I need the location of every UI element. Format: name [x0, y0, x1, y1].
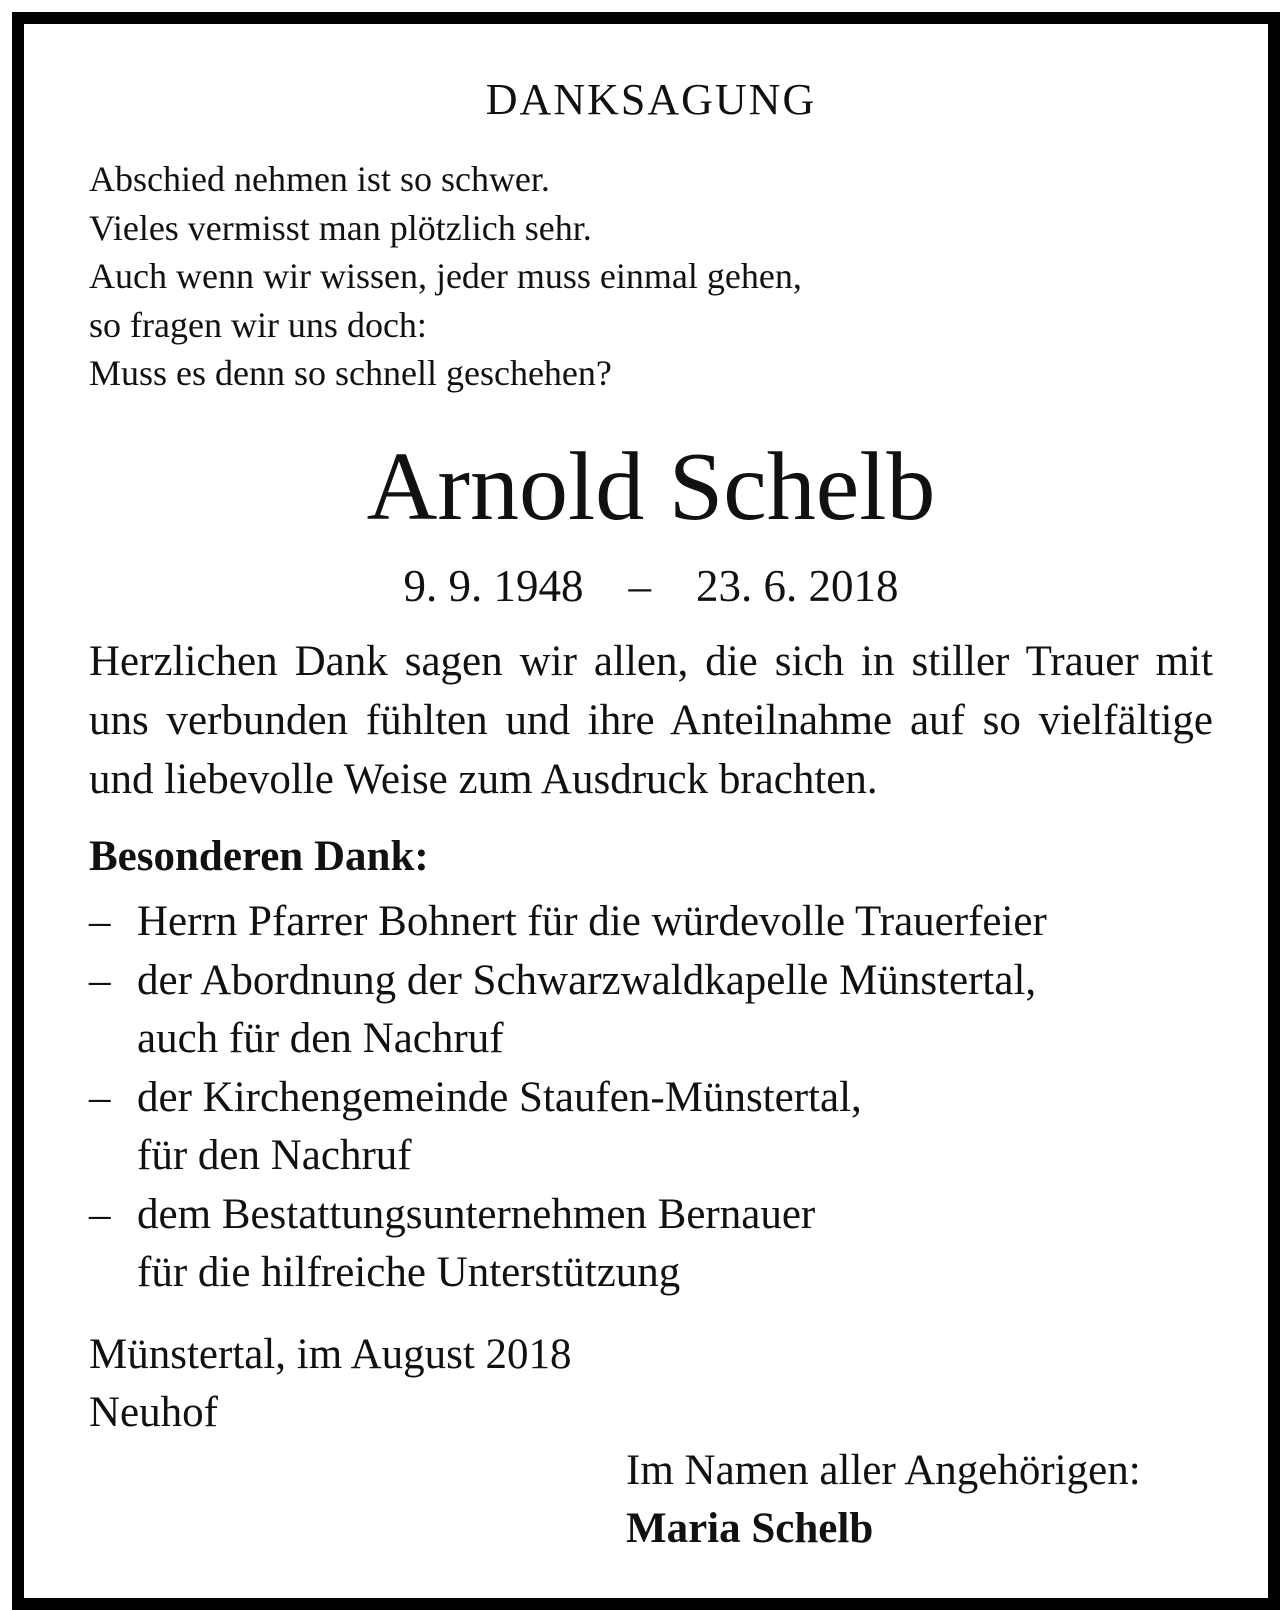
life-dates: 9. 9. 1948 – 23. 6. 2018 — [403, 561, 899, 611]
list-item — [89, 1069, 1047, 1186]
dash-bullet: – — [89, 1073, 111, 1121]
signer-name: Maria Schelb — [626, 1505, 874, 1552]
list-item — [89, 893, 1047, 952]
poem-line: Vieles vermisst man plötzlich sehr. — [89, 207, 592, 248]
list-item-line: für die hilfreiche Unterstützung — [137, 1249, 681, 1296]
signature-intro: Im Namen aller Angehörigen: — [626, 1447, 1141, 1494]
dash-bullet: – — [89, 898, 111, 945]
list-item — [89, 1186, 1047, 1303]
special-thanks-list — [89, 893, 1047, 1303]
place-line: Neuhof — [89, 1389, 218, 1436]
list-item-line: für den Nachruf — [137, 1132, 412, 1179]
place-date — [89, 1326, 572, 1442]
poem-line: Auch wenn wir wissen, jeder muss einmal gehen, — [89, 256, 802, 296]
obituary-frame — [12, 12, 1280, 1610]
dash-bullet: – — [89, 1190, 111, 1238]
deceased-name: Arnold Schelb — [366, 433, 936, 541]
heading: DANKSAGUNG — [485, 75, 817, 124]
list-item — [89, 952, 1047, 1069]
dash-bullet: – — [89, 956, 111, 1004]
list-item-line: der Kirchengemeinde Staufen-Münstertal, — [137, 1073, 862, 1121]
poem — [89, 155, 802, 398]
list-item-line: Herrn Pfarrer Bohnert für die würdevolle Trauerfeier — [137, 898, 1047, 945]
signature-block — [626, 1442, 1141, 1558]
poem-line: Abschied nehmen ist so schwer. — [89, 159, 550, 199]
list-item-line: auch für den Nachruf — [137, 1015, 504, 1062]
thanks-paragraph: Herzlichen Dank sagen wir allen, die sich in stiller Trauer mit uns verbunden fühlten und ihre Anteilnahme auf so vielfältige und liebevolle Weise zum Ausdruck brachten. — [89, 638, 1213, 803]
place-line: Münstertal, im August 2018 — [89, 1331, 572, 1378]
list-item-line: der Abordnung der Schwarzwaldkapelle Münstertal, — [137, 956, 1037, 1004]
poem-line: Muss es denn so schnell geschehen? — [89, 353, 612, 393]
poem-line: so fragen wir uns doch: — [89, 304, 427, 345]
list-item-line: dem Bestattungsunternehmen Bernauer — [137, 1190, 816, 1238]
special-thanks-title: Besonderen Dank: — [89, 833, 429, 880]
